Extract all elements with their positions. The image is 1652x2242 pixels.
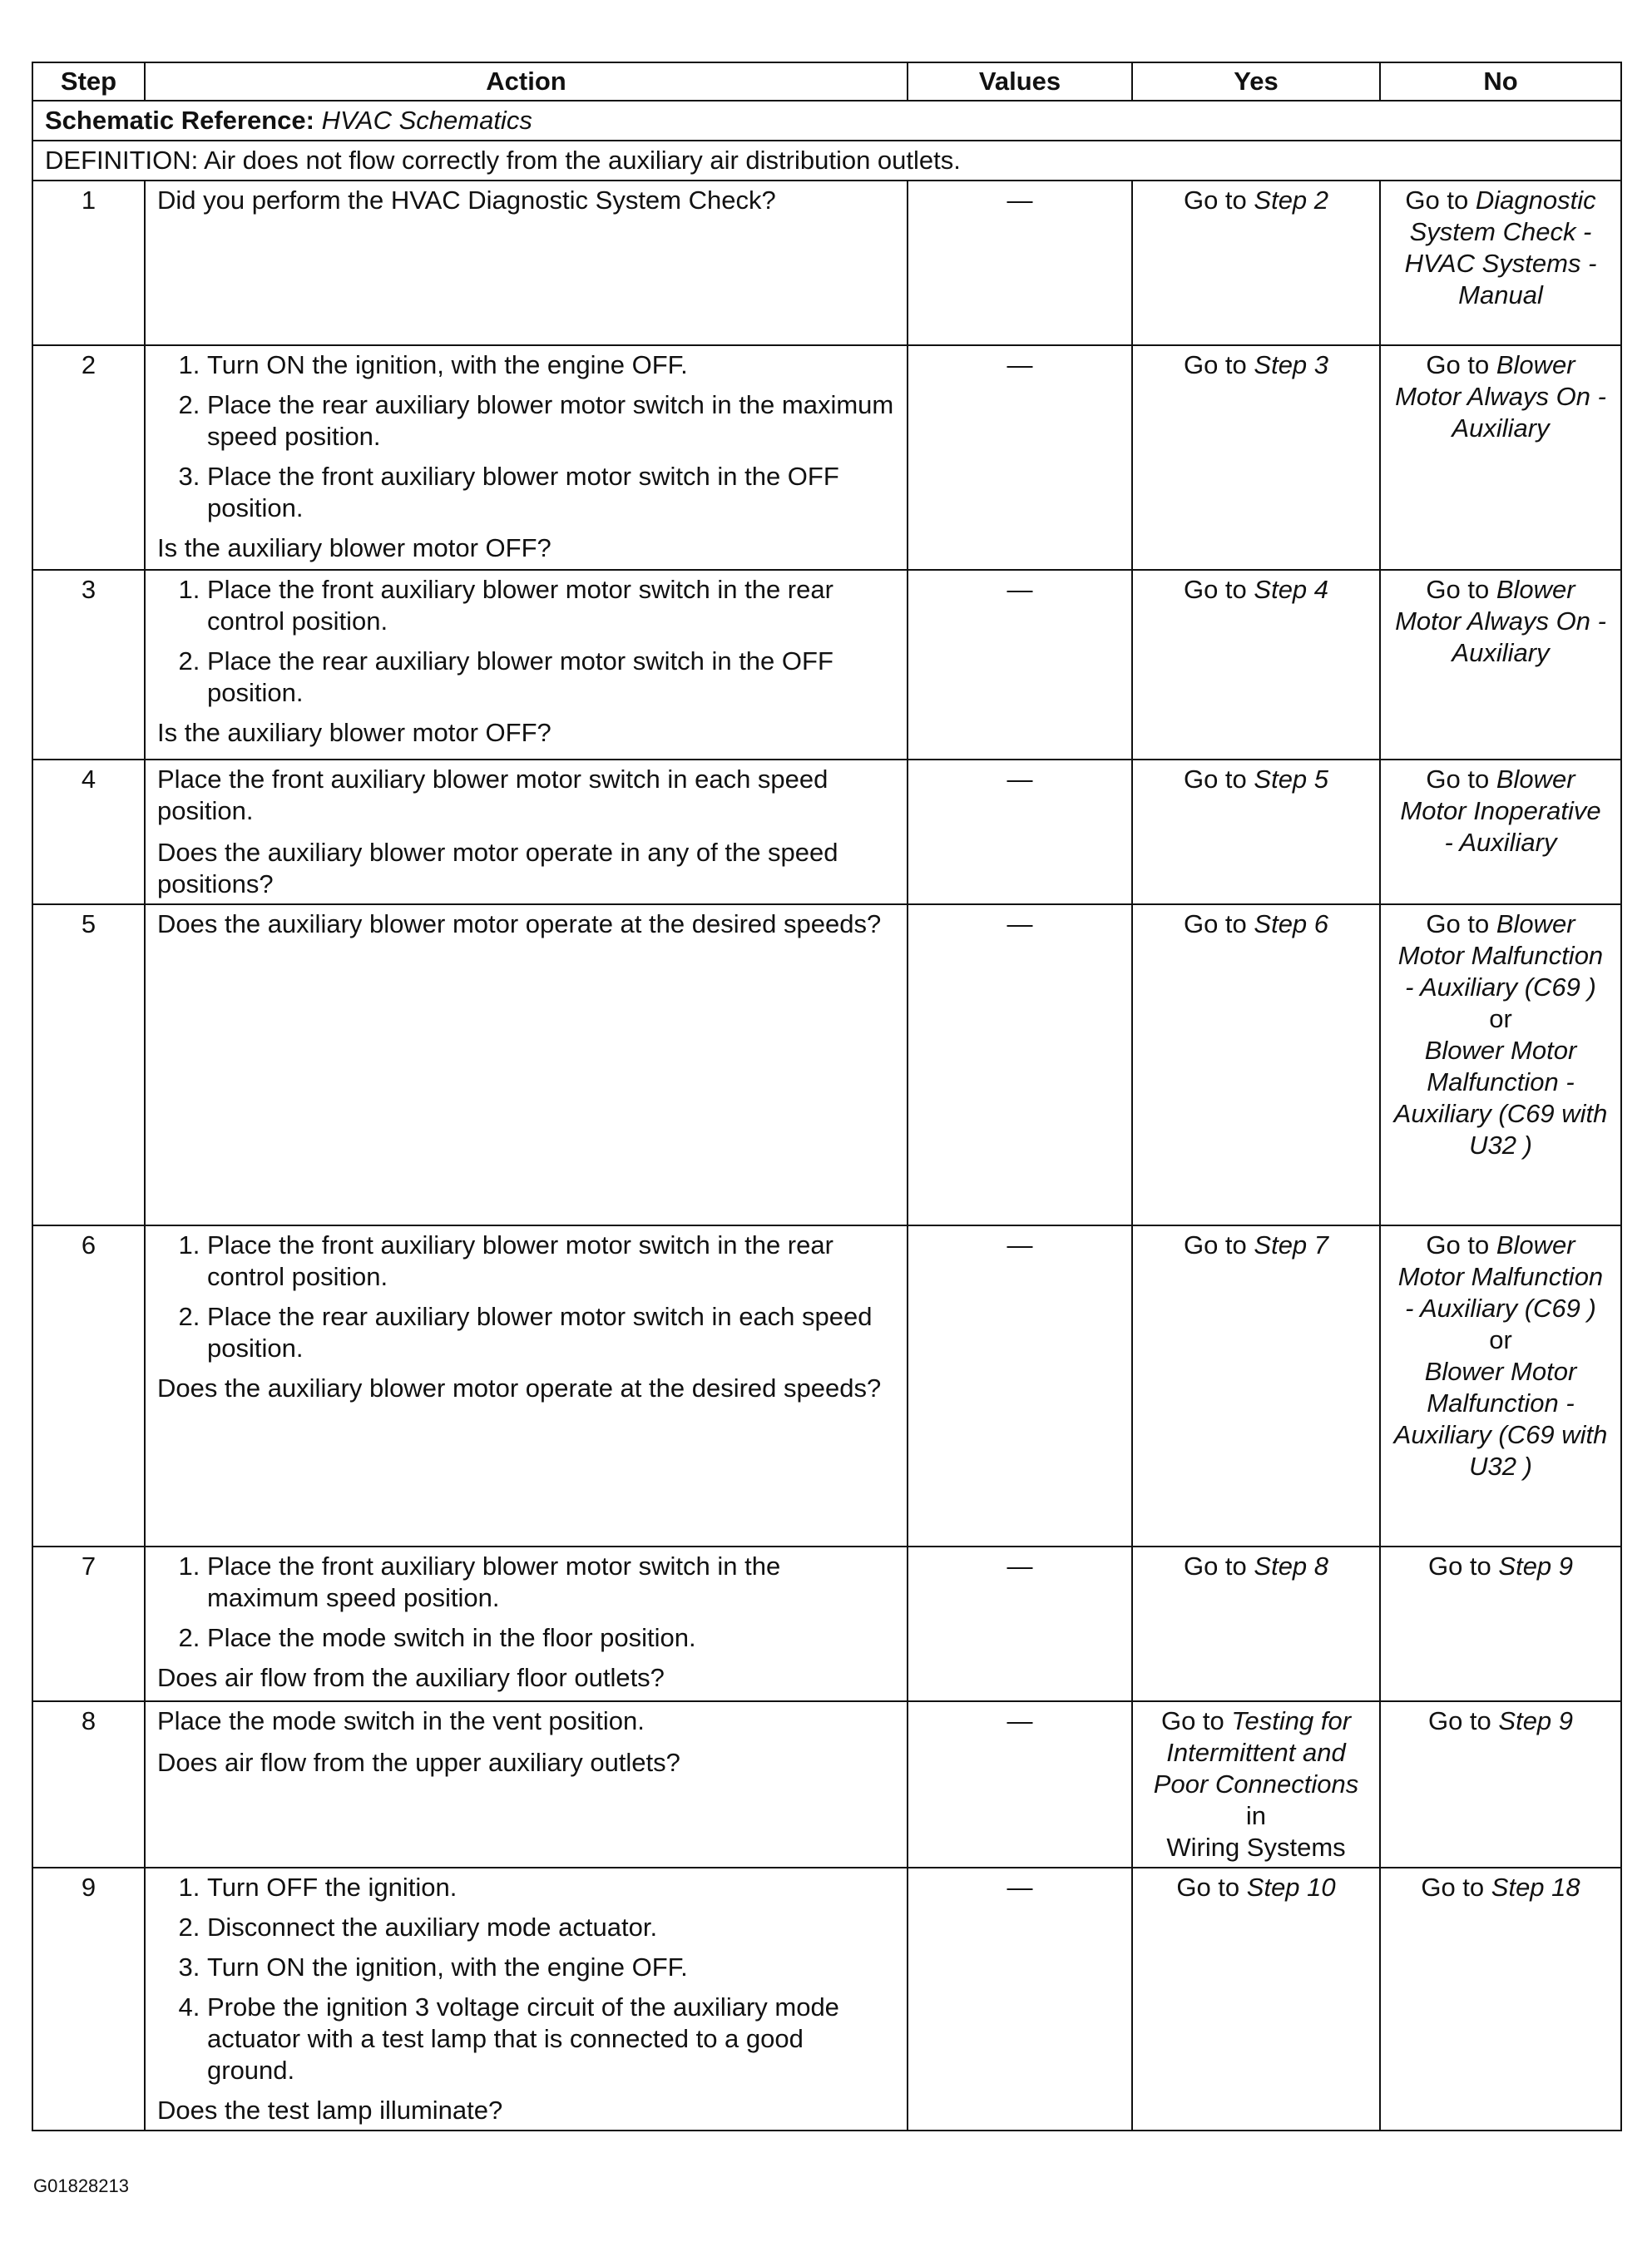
values-dash: — [908,1547,1132,1701]
step-number: 9 [32,1868,145,2131]
no-cell [1380,1868,1621,2131]
goto-text: Go to [1183,350,1247,379]
list-item: 2. Place the mode switch in the floor position. [207,1622,895,1654]
yes-link[interactable]: Step 4 [1254,575,1329,604]
header-no: No [1380,62,1621,101]
table-row-step-5 [32,904,1621,1225]
list-item: 4. Probe the ignition 3 voltage circuit of the auxiliary mode actuator with a test lamp that is connected to a good ground. [207,1992,895,2086]
table-row-step-2 [32,345,1621,570]
action-cell [145,1225,908,1547]
yes-cell [1132,760,1380,904]
step-number: 8 [32,1701,145,1868]
goto-text: Go to [1183,909,1247,938]
list-item: 1. Place the front auxiliary blower motor switch in the rear control position. [207,1230,895,1293]
yes-link[interactable]: Testing for Intermittent and Poor Connections [1153,1706,1359,1799]
question: Does air flow from the auxiliary floor outlets? [157,1663,665,1692]
question: Is the auxiliary blower motor OFF? [157,718,551,747]
table-row-step-9 [32,1868,1621,2131]
diagnostic-table [32,62,1622,2131]
instruction-list [157,349,895,524]
action-cell [145,904,908,1225]
yes-link-suffix[interactable]: Wiring Systems [1166,1833,1346,1862]
header-row [32,62,1621,101]
no-link[interactable]: Blower Motor Malfunction - Auxiliary (C69 ) [1397,909,1604,1002]
list-item: 2. Place the rear auxiliary blower motor switch in the OFF position. [207,646,895,709]
yes-cell [1132,181,1380,345]
no-link[interactable]: Step 9 [1498,1552,1574,1581]
action-cell [145,1701,908,1868]
yes-cell [1132,570,1380,760]
instruction-list [157,1230,895,1364]
instruction: Place the front auxiliary blower motor switch in each speed position. [157,765,828,825]
goto-text: Go to [1405,186,1469,215]
header-step: Step [32,62,145,101]
definition-row [32,141,1621,181]
question: Does air flow from the upper auxiliary outlets? [157,1748,680,1777]
goto-text: Go to [1427,1552,1491,1581]
schematic-reference-row [32,101,1621,141]
step-number: 3 [32,570,145,760]
question: Does the auxiliary blower motor operate at the desired speeds? [157,1373,882,1403]
goto-text: Go to [1183,1230,1247,1260]
header-action: Action [145,62,908,101]
no-link[interactable]: Step 9 [1498,1706,1574,1735]
instruction: Place the mode switch in the vent position. [157,1706,645,1735]
step-number: 6 [32,1225,145,1547]
values-dash: — [908,1225,1132,1547]
values-dash: — [908,1868,1132,2131]
no-link[interactable]: Blower Motor Always On - Auxiliary [1395,350,1606,443]
goto-text: Go to [1183,1552,1247,1581]
list-item: 1. Place the front auxiliary blower motor switch in the rear control position. [207,574,895,637]
yes-cell [1132,1701,1380,1868]
yes-cell [1132,1868,1380,2131]
no-cell [1380,760,1621,904]
header-yes: Yes [1132,62,1380,101]
schematic-reference-label: Schematic Reference: [45,106,314,135]
header-values: Values [908,62,1132,101]
no-cell [1380,570,1621,760]
values-dash: — [908,1701,1132,1868]
yes-cell [1132,1225,1380,1547]
no-cell [1380,904,1621,1225]
list-item: 1. Place the front auxiliary blower motor switch in the maximum speed position. [207,1551,895,1614]
goto-text: Go to [1160,1706,1224,1735]
yes-link[interactable]: Step 8 [1254,1552,1329,1581]
no-cell [1380,181,1621,345]
yes-link[interactable]: Step 3 [1254,350,1329,379]
goto-text: Go to [1183,575,1247,604]
no-link[interactable]: Blower Motor Malfunction - Auxiliary (C69 with U32 ) [1393,1036,1608,1160]
instruction-list [157,1872,895,2086]
instruction-list [157,574,895,709]
no-link[interactable]: Step 18 [1491,1873,1580,1902]
action-cell [145,345,908,570]
yes-link[interactable]: Step 7 [1254,1230,1329,1260]
schematic-reference-link[interactable]: HVAC Schematics [321,106,532,135]
definition-text: DEFINITION: Air does not flow correctly from the auxiliary air distribution outlets. [32,141,1621,181]
figure-id: G01828213 [33,2175,129,2196]
or-text: or [1489,1004,1512,1033]
list-item: 3. Place the front auxiliary blower motor switch in the OFF position. [207,461,895,524]
list-item: 2. Place the rear auxiliary blower motor switch in each speed position. [207,1301,895,1364]
goto-text: Go to [1421,1873,1485,1902]
goto-text: Go to [1176,1873,1240,1902]
values-dash: — [908,570,1132,760]
no-link[interactable]: Diagnostic System Check - HVAC Systems - Manual [1404,186,1597,309]
list-item: 3. Turn ON the ignition, with the engine OFF. [207,1952,895,1983]
instruction-list [157,1551,895,1654]
list-item: 1. Turn OFF the ignition. [207,1872,895,1903]
no-link[interactable]: Blower Motor Always On - Auxiliary [1395,575,1606,667]
yes-cell [1132,1547,1380,1701]
values-dash: — [908,904,1132,1225]
table-row-step-6 [32,1225,1621,1547]
table-row-step-7 [32,1547,1621,1701]
question: Is the auxiliary blower motor OFF? [157,533,551,562]
no-cell [1380,1225,1621,1547]
list-item: 2. Place the rear auxiliary blower motor switch in the maximum speed position. [207,389,895,453]
goto-text: Go to [1183,186,1247,215]
goto-text: Go to [1183,765,1247,794]
yes-cell [1132,345,1380,570]
no-cell [1380,1701,1621,1868]
question: Did you perform the HVAC Diagnostic System Check? [157,186,776,215]
values-dash: — [908,345,1132,570]
yes-link[interactable]: Step 6 [1254,909,1329,938]
table-row-step-1 [32,181,1621,345]
goto-text: Go to [1426,575,1490,604]
action-cell [145,1547,908,1701]
step-number: 2 [32,345,145,570]
goto-text: Go to [1427,1706,1491,1735]
table-row-step-3 [32,570,1621,760]
table-row-step-4 [32,760,1621,904]
table-row-step-8 [32,1701,1621,1868]
step-number: 7 [32,1547,145,1701]
question: Does the auxiliary blower motor operate in any of the speed positions? [157,838,838,898]
no-link[interactable]: Blower Motor Malfunction - Auxiliary (C69 with U32 ) [1393,1357,1608,1481]
goto-text: Go to [1426,909,1490,938]
step-number: 5 [32,904,145,1225]
step-number: 1 [32,181,145,345]
question: Does the auxiliary blower motor operate at the desired speeds? [157,909,882,938]
goto-text: Go to [1426,765,1490,794]
yes-link[interactable]: Step 2 [1254,186,1329,215]
in-text: in [1245,1801,1267,1830]
action-cell [145,760,908,904]
yes-link[interactable]: Step 5 [1254,765,1329,794]
question: Does the test lamp illuminate? [157,2096,503,2125]
action-cell [145,1868,908,2131]
no-cell [1380,345,1621,570]
no-cell [1380,1547,1621,1701]
step-number: 4 [32,760,145,904]
values-dash: — [908,760,1132,904]
action-cell [145,181,908,345]
action-cell [145,570,908,760]
yes-cell [1132,904,1380,1225]
no-link[interactable]: Blower Motor Malfunction - Auxiliary (C69 ) [1397,1230,1604,1323]
values-dash: — [908,181,1132,345]
no-link[interactable]: Blower Motor Inoperative - Auxiliary [1400,765,1601,857]
list-item: 2. Disconnect the auxiliary mode actuator. [207,1912,895,1943]
goto-text: Go to [1426,350,1490,379]
or-text: or [1489,1325,1512,1354]
list-item: 1. Turn ON the ignition, with the engine OFF. [207,349,895,381]
goto-text: Go to [1426,1230,1490,1260]
yes-link[interactable]: Step 10 [1246,1873,1336,1902]
